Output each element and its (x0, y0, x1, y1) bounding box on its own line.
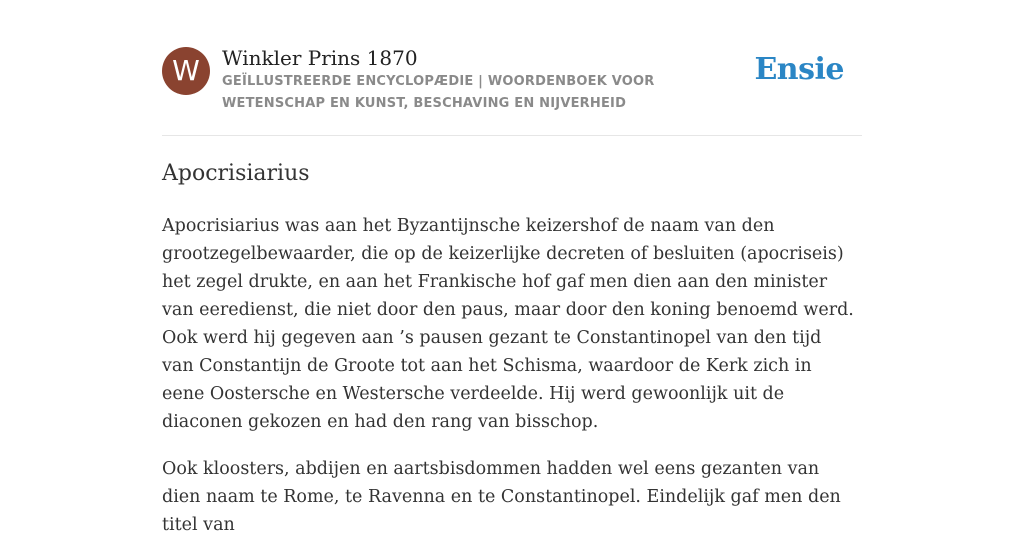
ensie-logo[interactable]: Ensie (754, 52, 844, 87)
book-avatar[interactable]: W (162, 47, 210, 95)
book-subtitle: GEÏLLUSTREERDE ENCYCLOPÆDIE | WOORDENBOEK VOOR WETENSCHAP EN KUNST, BESCHAVING EN NIJVERHEID (222, 74, 655, 111)
entry-paragraph: Ook kloosters, abdijen en aartsbisdommen hadden wel eens gezanten van dien naam te Rome, te Ravenna en te Constantinopel. Eindelijk gaf men den titel van (162, 459, 841, 535)
entry-title: Apocrisiarius (162, 161, 310, 186)
entry-body (162, 212, 854, 558)
book-header (162, 45, 862, 136)
entry-paragraph: Apocrisiarius was aan het Byzantijnsche keizershof de naam van den grootzegelbewaarder, die op de keizerlijke decreten of besluiten (apocriseis) het zegel drukte, en aan het Frankische hof gaf men dien aan den minister van eeredienst, die niet door den paus, maar door den koning benoemd werd. Ook werd hij gegeven aan ’s pausen gezant te Constantinopel van den tijd van Constantijn de Groote tot aan het Schisma, waardoor de Kerk zich in eene Oostersche en Westersche verdeelde. Hij werd gewoonlijk uit de diaconen gekozen en had den rang van bisschop. (162, 216, 854, 432)
book-title[interactable]: Winkler Prins 1870 (222, 46, 418, 70)
